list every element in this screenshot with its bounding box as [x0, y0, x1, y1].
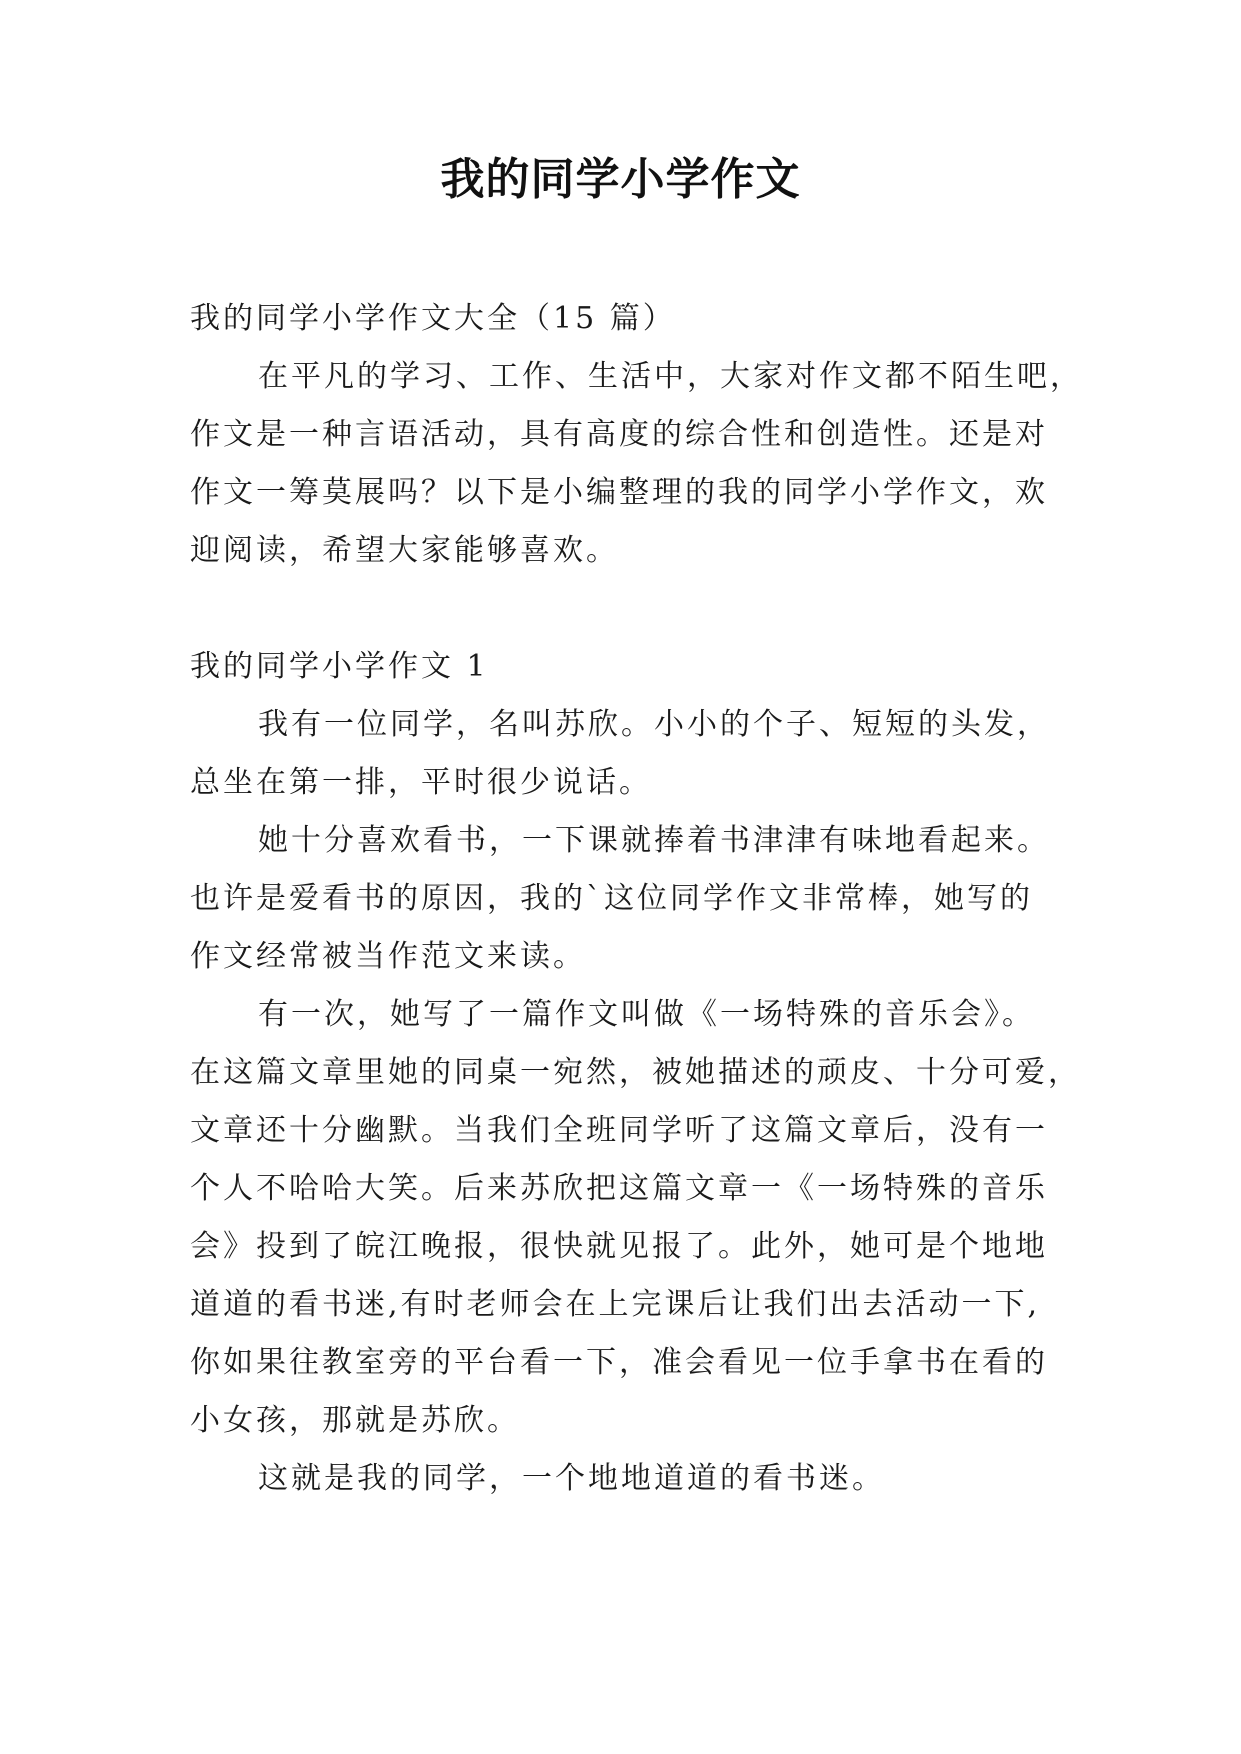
intro-line: 在平凡的学习、工作、生活中，大家对作文都不陌生吧，: [258, 359, 1083, 394]
paragraph-line: 文章还十分幽默。当我们全班同学听了这篇文章后，没有一: [190, 1113, 1048, 1148]
section-heading: 我的同学小学作文 1: [190, 649, 489, 684]
paragraph-line: 这就是我的同学，一个地地道道的看书迷。: [258, 1461, 885, 1496]
paragraph-3: [190, 986, 1081, 1450]
paragraph-line: 你如果往教室旁的平台看一下，准会看见一位手拿书在看的: [190, 1345, 1048, 1380]
paragraph-line: 个人不哈哈大笑。后来苏欣把这篇文章一《一场特殊的音乐: [190, 1171, 1048, 1206]
paragraph-line: 有一次，她写了一篇作文叫做《一场特殊的音乐会》。: [258, 997, 1035, 1032]
paragraph-line: 总坐在第一排，平时很少说话。: [190, 765, 652, 800]
paragraph-line: 作文经常被当作范文来读。: [190, 939, 586, 974]
paragraph-4: [190, 1450, 1055, 1508]
paragraph-2: [190, 812, 1055, 986]
paragraph-line: 道道的看书迷,有时老师会在上完课后让我们出去活动一下,: [190, 1287, 1041, 1322]
paragraph-line: 会》投到了皖江晚报，很快就见报了。此外，她可是个地地: [190, 1229, 1048, 1264]
paragraph-line: 她十分喜欢看书，一下课就捧着书津津有味地看起来。: [258, 823, 1050, 858]
intro-line: 作文是一种言语活动，具有高度的综合性和创造性。还是对: [190, 417, 1048, 452]
intro-line: 迎阅读，希望大家能够喜欢。: [190, 533, 619, 568]
paragraph-line: 我有一位同学，名叫苏欣。小小的个子、短短的头发，: [258, 707, 1050, 742]
intro-paragraph: [190, 348, 1083, 580]
document-body: [190, 290, 1083, 1508]
paragraph-line: 小女孩，那就是苏欣。: [190, 1403, 520, 1438]
document-subtitle: 我的同学小学作文大全（15 篇）: [190, 301, 676, 336]
document-title: 我的同学小学作文: [440, 154, 801, 205]
paragraph-line: 在这篇文章里她的同桌一宛然，被她描述的顽皮、十分可爱，: [190, 1055, 1081, 1090]
paragraph-1: [190, 696, 1055, 812]
paragraph-line: 也许是爱看书的原因，我的`这位同学作文非常棒，她写的: [190, 881, 1033, 916]
section-gap: [190, 580, 1055, 638]
intro-line: 作文一筹莫展吗？以下是小编整理的我的同学小学作文，欢: [190, 475, 1048, 510]
